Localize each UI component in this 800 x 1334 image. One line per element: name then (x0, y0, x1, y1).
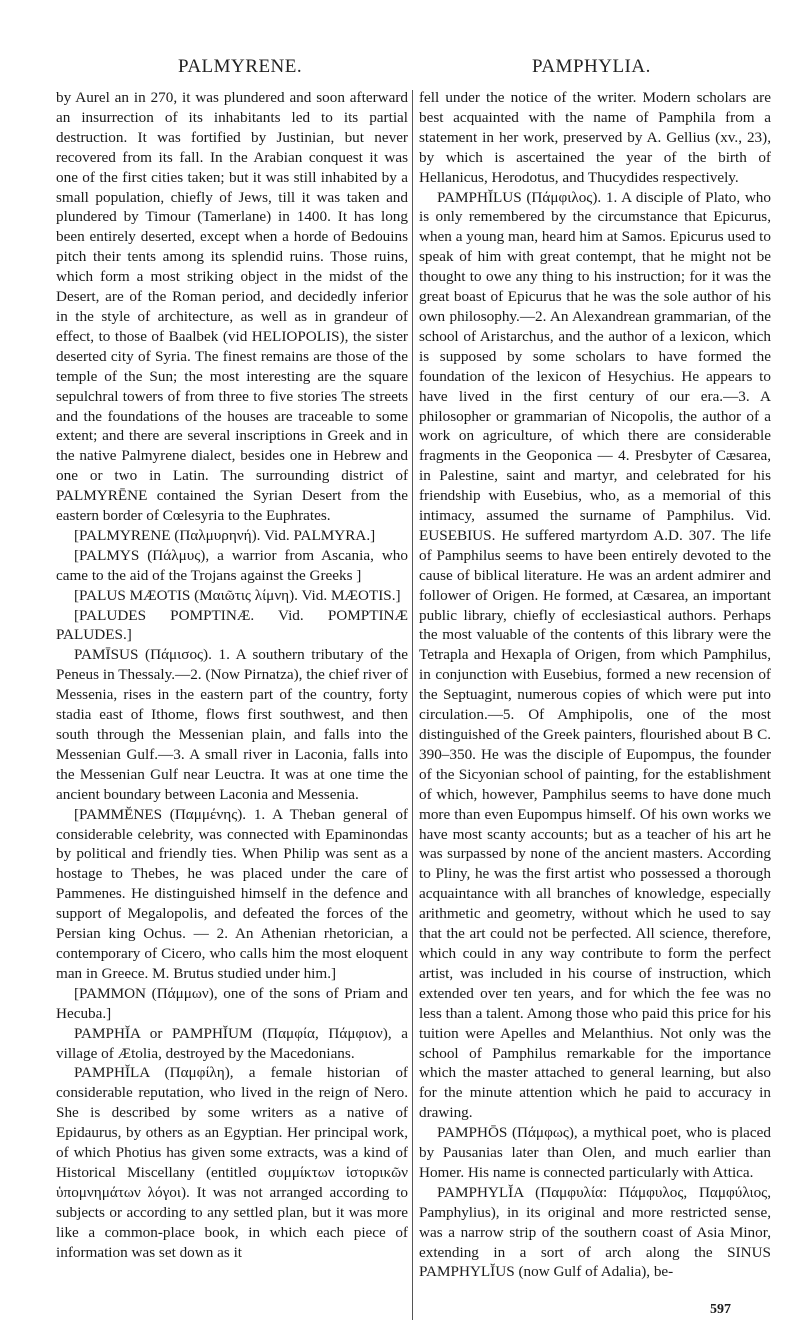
dictionary-entry: [PALUDES POMPTINÆ. Vid. POMPTINÆ PALUDES.] (56, 606, 408, 644)
dictionary-entry: PAMPHYLĬA (Παμφυλία: Πάμφυλος, Παμφύλιος, Pamphylius), in its original and more restricted sense, was a narrow strip of the southern coast of Asia Minor, extending in a sort of arch along the SINUS PAMPHYLĬUS (now Gulf of Adalia), be- (419, 1183, 771, 1281)
dictionary-entry: [PALMYRENE (Παλμυρηνή). Vid. PALMYRA.] (74, 526, 376, 544)
right-column (419, 88, 771, 1282)
dictionary-entry: PAMPHŌS (Πάμφως), a mythical poet, who is placed by Pausanias later than Olen, and much earlier than Homer. His name is connected particularly with Attica. (419, 1124, 771, 1181)
dictionary-entry: PAMPHĬA or PAMPHĬUM (Παμφία, Πάμφιον), a village of Ætolia, destroyed by the Macedonians. (56, 1024, 408, 1062)
dictionary-entry: [PAMMON (Πάμμων), one of the sons of Priam and Hecuba.] (56, 984, 408, 1022)
dictionary-entry: PAMPHĬLA (Παμφίλη), a female historian of considerable reputation, who lived in the reign of Nero. She is described by some writers as a native of Epidaurus, by others as an Egyptian. Her principal work, of which Photius has given some extracts, was a kind of Historical Miscellany (entitled συμμίκτων ἱστορικῶν ὑπομνημάτων λόγοι). It was not arranged according to subjects or according to any settled plan, but it was more like a common-place book, in which each piece of information was set down as it (56, 1064, 408, 1261)
dictionary-entry: [PAMMĔNES (Παμμένης). 1. A Theban general of considerable celebrity, was connected with Epaminondas by political and friendly ties. When Philip was sent as a hostage to Thebes, he was placed under the care of Pammenes. He distinguished himself in the defence and support of Megalopolis, and defeated the forces of the Persian king Ochus. — 2. An Athenian rhetorician, a contemporary of Cicero, who calls him the most eloquent man in Greece. M. Brutus studied under him.] (56, 805, 408, 982)
dictionary-entry: PAMPHĬLUS (Πάμφιλος). 1. A disciple of Plato, who is only remembered by the circumstance that Epicurus, when a young man, heard him at Samos. Epicurus used to speak of him with great contempt, that he might not be thought to owe any thing to his instruction; for it was the great boast of Epicurus that he was the sole author of his own philosophy.—2. An Alexandrean grammarian, of the school of Aristarchus, and the author of a lexicon, which is supposed by some scholars to have formed the foundation of the lexicon of Hesychius. He appears to have lived in the first century of our era.—3. A philosopher or grammarian of Nicopolis, the author of a work on agriculture, of which there are considerable fragments in the Geoponica — 4. Presbyter of Cæsarea, in Palestine, saint and martyr, and celebrated for his friendship with Eusebius, who, as a memorial of this intimacy, assumed the surname of Pamphilus. Vid. EUSEBIUS. He suffered martyrdom A.D. 307. The life of Pamphilus seems to have been entirely devoted to the cause of biblical literature. He was an ardent admirer and follower of Origen. He formed, at Cæsarea, an important public library, chiefly of ecclesiastical authors. Perhaps the most valuable of the contents of this library were the Tetrapla and Hexapla of Origen, from which Pamphilus, in conjunction with Eusebius, formed a new recension of the Septuagint, numerous copies of which were put into circulation.—5. Of Amphipolis, one of the most distinguished of the Greek painters, flourished about B C. 390–350. He was the disciple of Eupompus, the founder of the Sicyonian school of painting, for the establishment of which, however, Pamphilus seems to have done much more than even Eupompus himself. Of his own works we have most scanty accounts; but as a teacher of his art he was surpassed by none of the ancient masters. According to Pliny, he was the first artist who possessed a thorough acquaintance with all branches of knowledge, especially arithmetic and geometry, without which he used to say that the art could not be perfected. All science, therefore, which could in any way contribute to form the perfect artist, was included in his course of instruction, which extended over ten years, and for which the fee was no less than a talent. Among those who paid this price for his tuition were Apelles and Melanthius. Not only was the school of Pamphilus remarkable for the importance which the master attached to general learning, but also for the minute attention which he paid to accuracy in drawing. (419, 188, 771, 1122)
running-header-left: PALMYRENE. (178, 56, 303, 77)
left-column (56, 88, 408, 1262)
column-divider (412, 90, 413, 1320)
paragraph: fell under the notice of the writer. Modern scholars are best acquainted with the name of Pamphila from a statement in her work, preserved by A. Gellius (xv., 23), by which is ascertained the year of the birth of Hellanicus, Herodotus, and Thucydides respectively. (419, 89, 771, 186)
page-number: 597 (710, 1302, 731, 1317)
dictionary-entry: PAMĪSUS (Πάμισος). 1. A southern tributary of the Peneus in Thessaly.—2. (Now Pirnatza), the chief river of Messenia, rises in the eastern part of the country, forty stadia east of Ithome, flows first southwest, and then south through the Messenian plain, and falls into the Messenian Gulf.—3. A small river in Laconia, falls into the Messenian Gulf near Leuctra. It was at one time the ancient boundary between Laconia and Messenia. (56, 646, 408, 803)
running-header-right: PAMPHYLIA. (532, 56, 651, 77)
dictionary-entry: [PALMYS (Πάλμυς), a warrior from Ascania, who came to the aid of the Trojans against the Greeks ] (56, 546, 408, 584)
paragraph: by Aurel an in 270, it was plundered and soon afterward an insurrection of its inhabitants led to its partial destruction. It was fortified by Justinian, but never recovered from its fall. In the Arabian conquest it was one of the first cities taken; but it was still inhabited by a small population, chiefly of Jews, till it was taken and plundered by Timour (Tamerlane) in 1400. It has long been entirely deserted, except when a horde of Bedouins pitch their tents among its splendid ruins. Those ruins, which form a most striking object in the midst of the Desert, are of the Roman period, and decidedly inferior in the style of architecture, as well as in grandeur of effect, to those of Baalbek (vid HELIOPOLIS), the sister deserted city of Syria. The finest remains are those of the temple of the Sun; the most interesting are the square sepulchral towers of from three to five stories The streets and the foundations of the houses are traceable to some extent; and there are several inscriptions in Greek and in the native Palmyrene dialect, besides one in Hebrew and one or two in Latin. The surrounding district of PALMYRĒNE contained the Syrian Desert from the eastern border of Cœlesyria to the Euphrates. (56, 89, 408, 525)
dictionary-entry: [PALUS MÆOTIS (Μαιῶτις λίμνη). Vid. MÆOTIS.] (74, 586, 401, 604)
